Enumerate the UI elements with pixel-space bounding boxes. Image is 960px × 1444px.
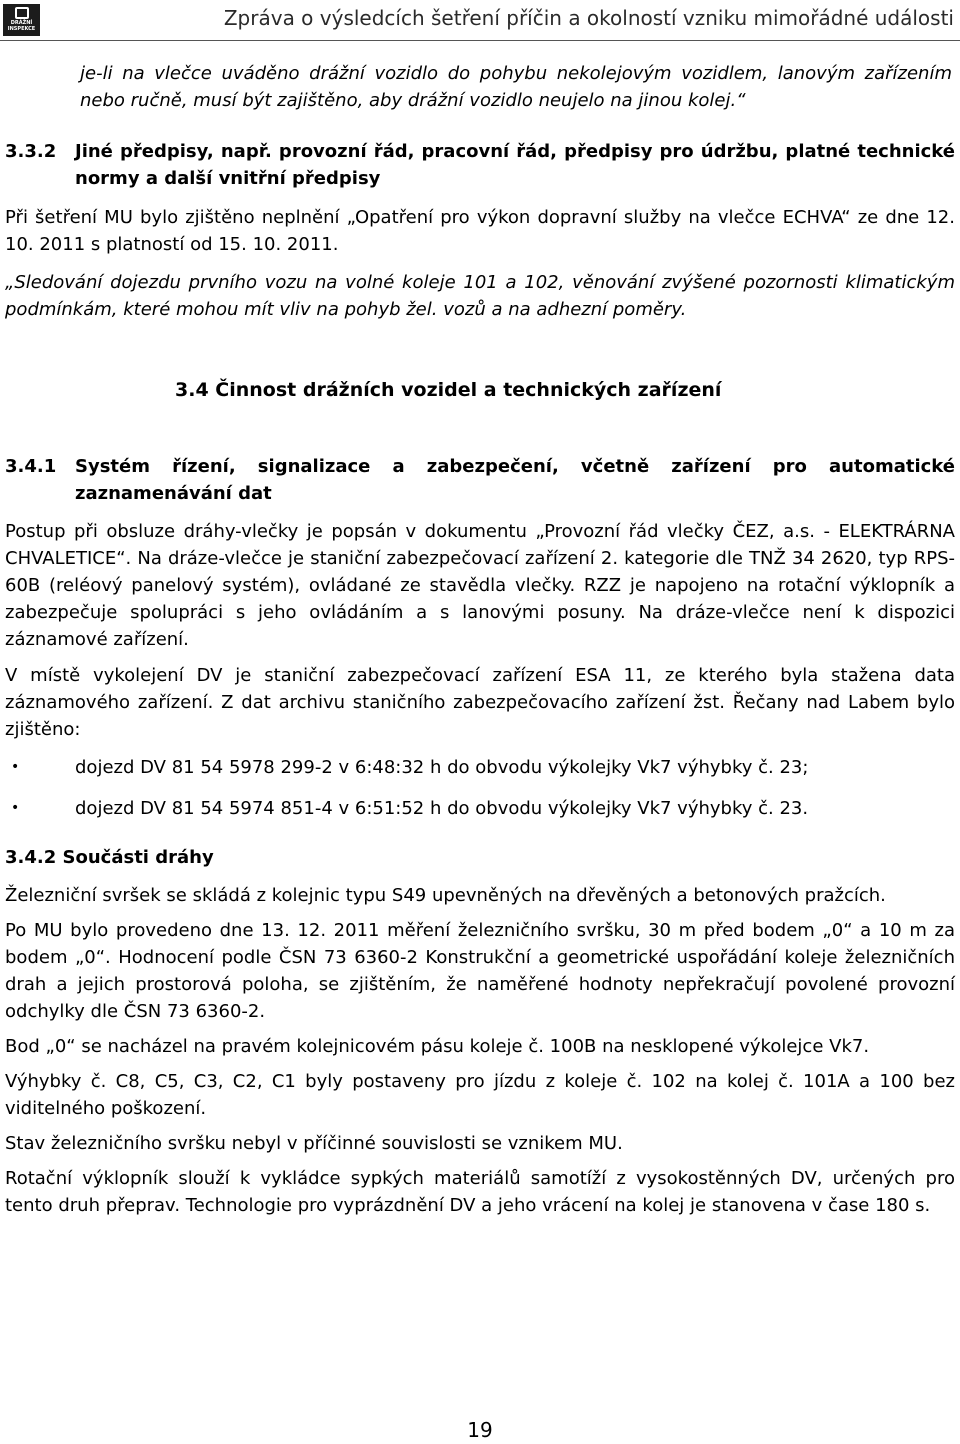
section-342-heading: 3.4.2 Součásti dráhy bbox=[5, 847, 214, 868]
header-title: Zpráva o výsledcích šetření příčin a okolností vzniku mimořádné události bbox=[223, 6, 954, 30]
section-342-paragraph: Stav železničního svršku nebyl v příčinné souvislosti se vznikem MU. bbox=[5, 1133, 623, 1154]
list-item: • dojezd DV 81 54 5974 851-4 v 6:51:52 h do obvodu výkolejky Vk7 výhybky č. 23. bbox=[5, 795, 955, 822]
section-341-heading bbox=[5, 453, 955, 507]
section-title: Jiné předpisy, např. provozní řád, pracovní řád, předpisy pro údržbu, platné technické normy a další vnitřní předpisy bbox=[75, 141, 955, 189]
logo-emblem-icon bbox=[15, 7, 29, 19]
section-34-heading: 3.4 Činnost drážních vozidel a technických zařízení bbox=[175, 379, 722, 401]
section-332-quote: „Sledování dojezdu prvního vozu na volné koleje 101 a 102, věnování zvýšené pozornosti klimatickým podmínkám, které mohou mít vliv na pohyb žel. vozů a na adhezní poměry. bbox=[5, 272, 955, 320]
section-342-paragraph: Po MU bylo provedeno dne 13. 12. 2011 měření železničního svršku, 30 m před bodem „0“ a 10 m za bodem „0“. Hodnocení podle ČSN 73 6360-2 Konstrukční a geometrické uspořádání koleje železničních drah a jejich prostorová poloha, se zjištěním, že naměřené hodnoty nepřekračují povolené provozní odchylky dle ČSN 73 6360-2. bbox=[5, 920, 955, 1022]
document-body bbox=[5, 60, 955, 1219]
header-divider bbox=[0, 40, 960, 41]
section-342-paragraph: Železniční svršek se skládá z kolejnic typu S49 upevněných na dřevěných a betonových pražcích. bbox=[5, 885, 886, 906]
section-332-text: Při šetření MU bylo zjištěno neplnění „Opatření pro výkon dopravní služby na vlečce ECHVA“ ze dne 12. 10. 2011 s platností od 15. 10. 2011. bbox=[5, 207, 955, 255]
section-number: 3.3.2 bbox=[5, 141, 57, 162]
quote-continuation: je-li na vlečce uváděno drážní vozidlo do pohybu nekolejovým vozidlem, lanovým zařízením nebo ručně, musí být zajištěno, aby drážní vozidlo neujelo na jinou kolej.“ bbox=[80, 63, 952, 111]
section-332-heading bbox=[5, 138, 955, 192]
section-342-paragraph: Bod „0“ se nacházel na pravém kolejnicovém pásu koleje č. 100B na nesklopené výkolejce Vk7. bbox=[5, 1036, 870, 1057]
section-342-paragraph: Výhybky č. C8, C5, C3, C2, C1 byly postaveny pro jízdu z koleje č. 102 na kolej č. 101A a 100 bez viditelného poškození. bbox=[5, 1071, 955, 1119]
section-title: Systém řízení, signalizace a zabezpečení, včetně zařízení pro automatické zaznamenávání dat bbox=[75, 456, 955, 504]
section-341-paragraph-2: V místě vykolejení DV je staniční zabezpečovací zařízení ESA 11, ze kterého byla stažena data záznamového zařízení. Z dat archivu staničního zabezpečovacího zařízení žst. Řečany nad Labem bylo zjištěno: bbox=[5, 665, 955, 740]
recorded-arrivals-list bbox=[5, 754, 955, 822]
section-342-paragraph: Rotační výklopník slouží k vykládce sypkých materiálů samotíží z vysokostěnných DV, určených pro tento druh přeprav. Technologie pro vyprázdnění DV a jeho vrácení na kolej je stanovena v čase 180 s. bbox=[5, 1168, 955, 1216]
drazni-inspekce-logo bbox=[3, 4, 40, 36]
section-number: 3.4.1 bbox=[5, 456, 57, 477]
page-number: 19 bbox=[467, 1418, 493, 1442]
section-341-paragraph-1: Postup při obsluze dráhy-vlečky je popsán v dokumentu „Provozní řád vlečky ČEZ, a.s. - ELEKTRÁRNA CHVALETICE“. Na dráze-vlečce je staniční zabezpečovací zařízení 2. kategorie dle TNŽ 34 2620, typ RPS-60B (reléový panelový systém), ovládané ze stavědla vlečky. RZZ je napojeno na rotační výklopník a zabezpečuje spolupráci s jeho ovládáním a s lanovými posuny. Na dráze-vlečce není k dispozici záznamové zařízení. bbox=[5, 521, 955, 650]
page-header bbox=[0, 0, 960, 44]
list-item: • dojezd DV 81 54 5978 299-2 v 6:48:32 h do obvodu výkolejky Vk7 výhybky č. 23; bbox=[5, 754, 955, 781]
logo-text: DRÁŽNÍ INSPEKCE bbox=[7, 20, 36, 32]
